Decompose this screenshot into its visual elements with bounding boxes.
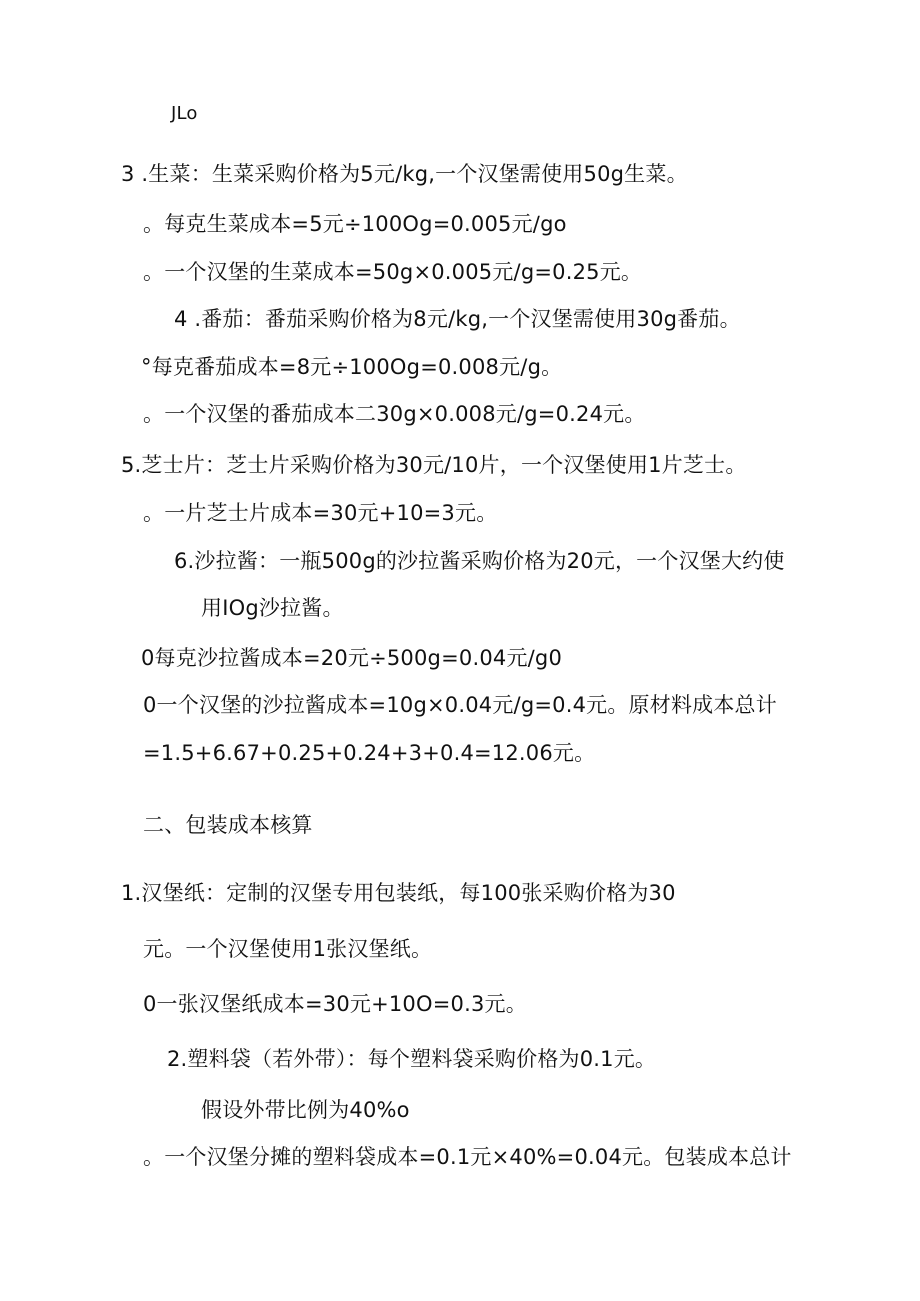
lettuce-burger-cost: 。一个汉堡的生菜成本=50g×0.005元/g=0.25元。 xyxy=(143,260,643,284)
burger-paper-cost: 0一张汉堡纸成本=30元+10O=0.3元。 xyxy=(143,992,527,1016)
text-fragment: JLo xyxy=(171,103,198,124)
item-plastic-bag-heading: 2.塑料袋（若外带）：每个塑料袋采购价格为0.1元。 xyxy=(167,1047,657,1071)
salad-dressing-heading-continued: 用IOg沙拉酱。 xyxy=(201,596,344,620)
tomato-per-gram-cost: °每克番茄成本=8元÷100Og=0.008元/g。 xyxy=(141,355,563,379)
salad-dressing-burger-cost: 0一个汉堡的沙拉酱成本=10g×0.04元/g=0.4元。原材料成本总计 xyxy=(143,693,777,717)
lettuce-per-gram-cost: 。每克生菜成本=5元÷100Og=0.005元∕go xyxy=(143,212,567,236)
plastic-bag-burger-cost: 。一个汉堡分摊的塑料袋成本=0.1元×40%=0.04元。包装成本总计 xyxy=(143,1145,792,1169)
cheese-slice-cost: 。一片芝士片成本=30元+10=3元。 xyxy=(143,501,498,525)
item-salad-dressing-heading: 6.沙拉酱：一瓶500g的沙拉酱采购价格为20元，一个汉堡大约使 xyxy=(174,549,785,573)
item-cheese-heading: 5.芝士片：芝士片采购价格为30元/10片，一个汉堡使用1片芝士。 xyxy=(121,453,747,477)
burger-paper-heading-continued: 元。一个汉堡使用1张汉堡纸。 xyxy=(143,937,433,961)
takeout-ratio-assumption: 假设外带比例为40%o xyxy=(201,1098,410,1122)
section-heading-packaging: 二、包装成本核算 xyxy=(143,813,313,837)
item-burger-paper-heading: 1.汉堡纸：定制的汉堡专用包装纸，每100张采购价格为30 xyxy=(121,881,676,905)
salad-dressing-per-gram-cost: 0每克沙拉酱成本=20元÷500g=0.04元∕g0 xyxy=(141,646,563,670)
tomato-burger-cost: 。一个汉堡的番茄成本二30g×0.008元/g=0.24元。 xyxy=(143,402,646,426)
raw-material-total: =1.5+6.67+0.25+0.24+3+0.4=12.06元。 xyxy=(143,741,596,765)
item-tomato-heading: 4 .番茄：番茄采购价格为8元∕kg,一个汉堡需使用30g番茄。 xyxy=(174,307,741,331)
item-lettuce-heading: 3 .生菜：生菜采购价格为5元∕kg,一个汉堡需使用50g生菜。 xyxy=(121,162,688,186)
